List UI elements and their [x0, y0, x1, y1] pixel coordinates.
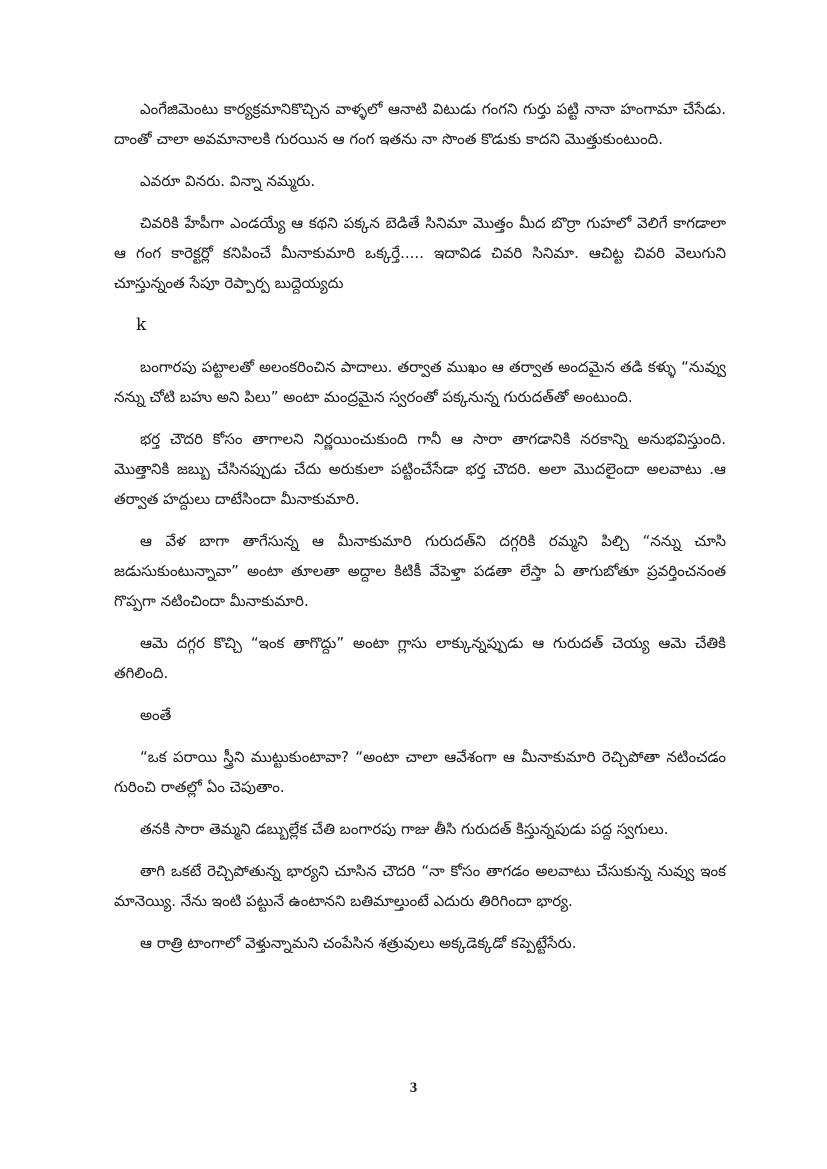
paragraph: తనకి సారా తెమ్మని డబ్బుల్లేక చేతి బంగారపు గాజు తీసి గురుదత్ కిస్తున్నపుడు పద్ద స్వగులు.	[140, 820, 669, 838]
paragraph: ఆ రాత్రి టాంగాలో వెళ్తున్నామని చంపేసిన శత్రువులు అక్కడెక్కడో కప్పెట్టేసేరు.	[140, 934, 577, 952]
paragraph: అంతే	[140, 706, 172, 724]
paragraph: భర్త చౌదరి కోసం తాగాలని నిర్ణయించుకుంది గానీ ఆ సారా తాగడానికి నరకాన్ని అనుభవిస్తుంది. మొత్తానికి జబ్బు చేసినప్పుడు చేదు అరుకులా పట్టించేసేడా భర్త చౌదరి. అలా మొదలైందా అలవాటు .ఆ తర్వాత హద్దులు దాటేసిందా మీనాకుమారి.	[114, 430, 726, 508]
paragraph: ఆమె దగ్గర కొచ్చి “ఇంక తాగొద్దు” అంటా గ్లాసు లాక్కున్నప్పుడు ఆ గురుదత్ చెయ్య ఆమె చేతికి తగిలింది.	[114, 634, 726, 682]
paragraph: చివరికి హేపీగా ఎండయ్యే ఆ కథని పక్కన బెడితే సినిమా మొత్తం మీద బొర్రా గుహలో వెలిగే కాగడాలా ఆ గంగ కారెక్టర్లో కనిపించే మీనాకుమారి ఒక్కర్తే..... ఇదావిడ చివరి సినిమా. ఆచిట్ట చివరి వెలుగుని చూస్తున్నంత సేపూ రెప్పార్ప బుద్దెయ్యదు	[114, 214, 726, 292]
page-number: 3	[409, 1080, 418, 1096]
paragraph: బంగారపు పట్టాలతో అలంకరించిన పాదాలు. తర్వాత ముఖం ఆ తర్వాత అందమైన తడి కళ్ళు “నువ్వు నన్ను చోటి బహు అని పిలు” అంటా మంద్రమైన స్వరంతో పక్కనున్న గురుదత్‌తో అంటుంది.	[114, 358, 726, 406]
section-marker: k	[136, 315, 147, 335]
paragraph: ఎవరూ వినరు. విన్నా నమ్మరు.	[140, 172, 316, 190]
paragraph: ఆ వేళ బాగా తాగేసున్న ఆ మీనాకుమారి గురుదత్‌ని దగ్గరికి రమ్మని పిల్చి “నన్ను చూసి జడుసుకుంటున్నావా” అంటా తూలతా అద్దాల కిటికీ వేపెళ్తా పడతా లేస్తా ఏ తాగుబోతూ ప్రవర్తించనంత గొప్పగా నటించిందా మీనాకుమారి.	[114, 532, 726, 610]
body-text	[114, 94, 726, 970]
paragraph: “ఒక పరాయి స్త్రీని ముట్టుకుంటావా? “అంటా చాలా ఆవేశంగా ఆ మీనాకుమారి రెచ్చిపోతా నటించడం గురించి రాతల్లో ఏం చెపుతాం.	[114, 748, 726, 796]
paragraph: ఎంగేజిమెంటు కార్యక్రమానికొచ్చిన వాళ్ళలో ఆనాటి విటుడు గంగని గుర్తు పట్టి నానా హంగామా చేసేడు. దాంతో చాలా అవమానాలకి గురయిన ఆ గంగ ఇతను నా సొంత కొడుకు కాదని మొత్తుకుంటుంది.	[114, 100, 726, 148]
paragraph: తాగి ఒకటే రెచ్చిపోతున్న భార్యని చూసిన చౌదరి “నా కోసం తాగడం అలవాటు చేసుకున్న నువ్వు ఇంక మానెయ్యి. నేను ఇంటి పట్టునే ఉంటానని బతిమాల్తుంటే ఎదురు తిరిగిందా భార్య.	[114, 862, 726, 910]
